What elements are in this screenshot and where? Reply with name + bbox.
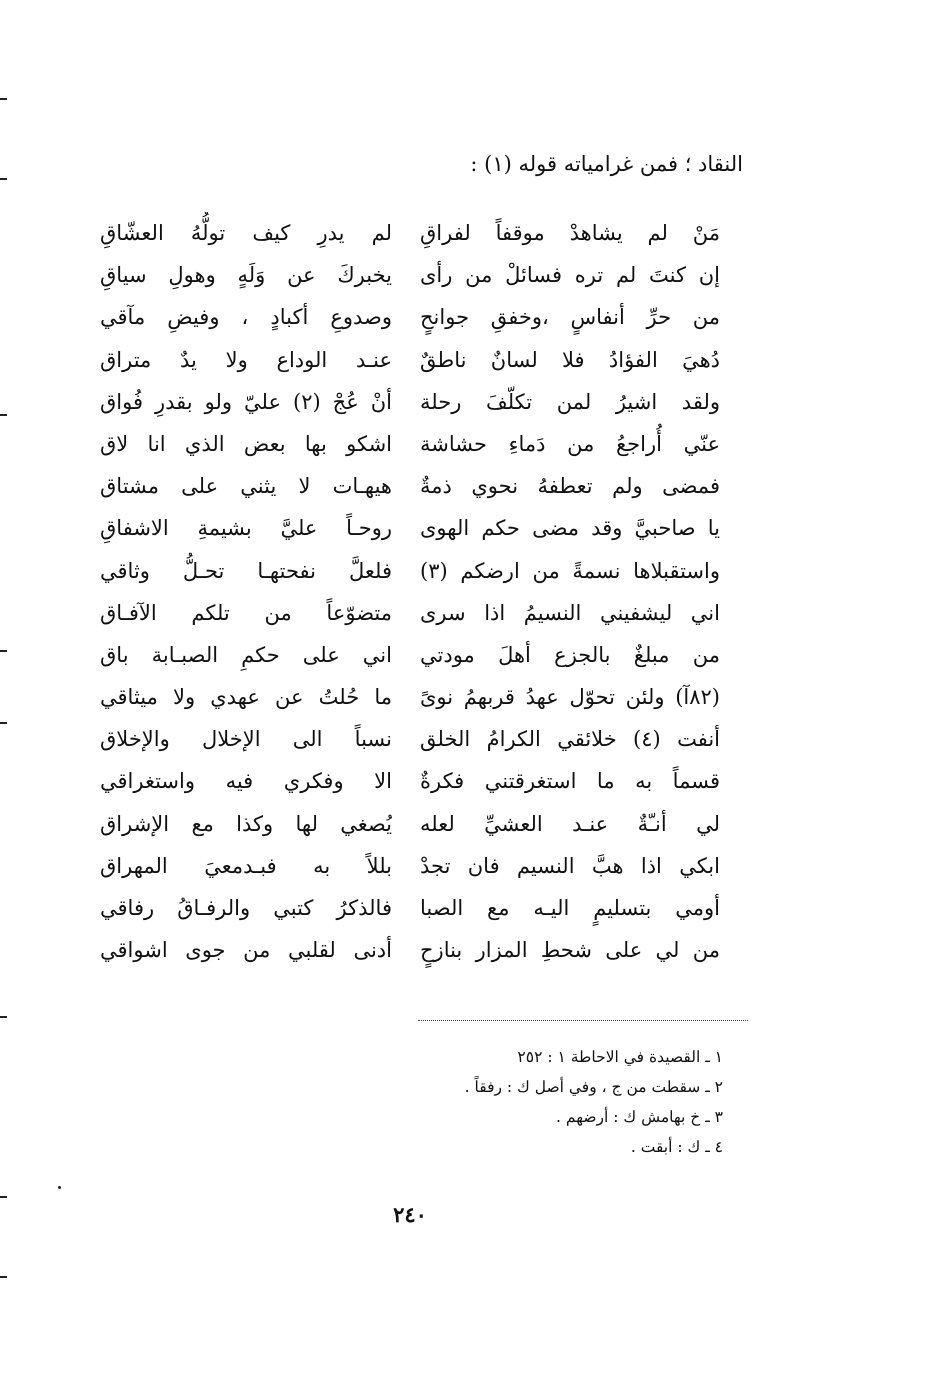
scan-mark <box>0 650 7 652</box>
second-hemistich: روحـاً عليَّ بشيمةِ الاشفاقِ <box>100 516 392 541</box>
footnote: ٣ ـ خ بهامش ك : أرضهم . <box>556 1108 723 1126</box>
second-hemistich: أدنى لقلبي من جوى اشواقي <box>100 938 392 963</box>
first-hemistich: فمضى ولم تعطفهُ نحوي ذمةٌ <box>420 474 720 499</box>
first-hemistich: ابكي اذا هبَّ النسيم فان تجدْ <box>420 853 720 878</box>
second-hemistich: لم يدرِ كيف تولُّهُ العشّاقِ <box>100 221 392 245</box>
footnote: ١ ـ القصيدة في الاحاطة ١ : ٢٥٢ <box>517 1048 723 1066</box>
poem <box>100 212 720 1012</box>
first-hemistich: يا صاحبيَّ وقد مضى حكم الهوى <box>420 516 720 541</box>
first-hemistich: من لي على شحطِ المزار بنازحٍ <box>420 938 720 963</box>
verse-line <box>100 718 720 760</box>
first-hemistich: من مبلغٌ بالجزع أهلَ مودتي <box>420 642 720 667</box>
intro-line: النقاد ؛ فمن غرامياته قوله (١) : <box>470 152 743 176</box>
first-hemistich: إن كنتَ لم تره فسائلْ من رأى <box>420 263 720 288</box>
first-hemistich: ولقد اشيرُ لمن تكلّفَ رحلة <box>420 389 720 414</box>
first-hemistich: قسماً به ما استغرقتني فكرةٌ <box>420 769 720 794</box>
verse-line <box>100 929 720 971</box>
scan-mark <box>0 178 7 180</box>
first-hemistich: دُهيَ الفؤادُ فلا لسانٌ ناطقٌ <box>420 347 720 372</box>
scan-mark <box>0 414 7 416</box>
first-hemistich: اني ليشفيني النسيمُ اذا سرى <box>420 600 720 625</box>
page-number: ٢٤٠ <box>393 1202 427 1227</box>
second-hemistich: أنْ عُجْ (٢) عليّ ولو بقدرِ فُواق <box>100 389 392 414</box>
verse-line <box>100 507 720 549</box>
verse-line <box>100 423 720 465</box>
verse-line <box>100 339 720 381</box>
verse-line <box>100 760 720 802</box>
first-hemistich: لي أنـّةٌ عنـد العشيِّ لعله <box>420 811 720 836</box>
verse-line <box>100 592 720 634</box>
verse-line <box>100 803 720 845</box>
footnote-divider <box>418 1020 748 1021</box>
second-hemistich: اني على حكمِ الصبـابة باق <box>100 642 392 667</box>
second-hemistich: عنـد الوداع ولا يدٌ متراق <box>100 347 392 372</box>
footnotes <box>465 1042 723 1162</box>
second-hemistich: اشكو بها بعض الذي انا لاق <box>100 431 392 456</box>
first-hemistich: من حرِّ أنفاسٍ ،وخفقِ جوانحٍ <box>420 305 720 330</box>
second-hemistich: بللاً به فبـدمعيَ المهراق <box>100 853 392 878</box>
verse-line <box>100 676 720 718</box>
scan-mark <box>0 1016 7 1018</box>
scan-mark <box>0 1196 7 1198</box>
second-hemistich: متضوّعاً من تلكم الآفـاق <box>100 600 392 625</box>
scan-dot <box>58 1186 61 1189</box>
first-hemistich: (٨٢آ) ولئن تحوّل عهدُ قربهمُ نوىً <box>420 685 720 710</box>
scan-mark <box>0 1276 7 1278</box>
verse-line <box>100 634 720 676</box>
second-hemistich: يُصغي لها وكذا مع الإشراق <box>100 811 392 836</box>
second-hemistich: ما حُلتُ عن عهدي ولا ميثاقي <box>100 685 392 710</box>
verse-line <box>100 887 720 929</box>
verse-line <box>100 845 720 887</box>
second-hemistich: وصدوعِ أكبادٍ ، وفيضِ مآقي <box>100 305 392 330</box>
verse-line <box>100 296 720 338</box>
first-hemistich: واستقبلاها نسمةً من ارضكم (٣) <box>420 558 720 583</box>
second-hemistich: هيهـات لا يثني على مشتاق <box>100 474 392 499</box>
second-hemistich: فلعلَّ نفحتهـا تحـلُّ وثاقي <box>100 558 392 583</box>
verse-line <box>100 254 720 296</box>
footnote: ٢ ـ سقطت من ج ، وفي أصل ك : رفقاً . <box>464 1078 723 1096</box>
first-hemistich: مَنْ لم يشاهدْ موقفاً لفراقِ <box>420 221 720 245</box>
scan-mark <box>0 98 7 100</box>
second-hemistich: الا وفكري فيه واستغراقي <box>100 769 392 794</box>
first-hemistich: عنّي أُراجعُ من دَماءِ حشاشة <box>420 431 720 456</box>
verse-line <box>100 465 720 507</box>
verse-line <box>100 550 720 592</box>
second-hemistich: نسباً الى الإخلال والإخلاق <box>100 727 392 752</box>
verse-line <box>100 381 720 423</box>
verse-line <box>100 212 720 254</box>
second-hemistich: فالذكرُ كتبي والرفـاقُ رفاقي <box>100 896 392 920</box>
scan-mark <box>0 722 7 724</box>
footnote: ٤ ـ ك : أبقت . <box>630 1138 723 1156</box>
first-hemistich: أنفت (٤) خلائقي الكرامُ الخلق <box>420 727 720 752</box>
first-hemistich: أومي بتسليمٍ اليـه مع الصبا <box>420 896 720 920</box>
second-hemistich: يخبركَ عن وَلَهٍ وهولِ سياقِ <box>100 263 392 288</box>
